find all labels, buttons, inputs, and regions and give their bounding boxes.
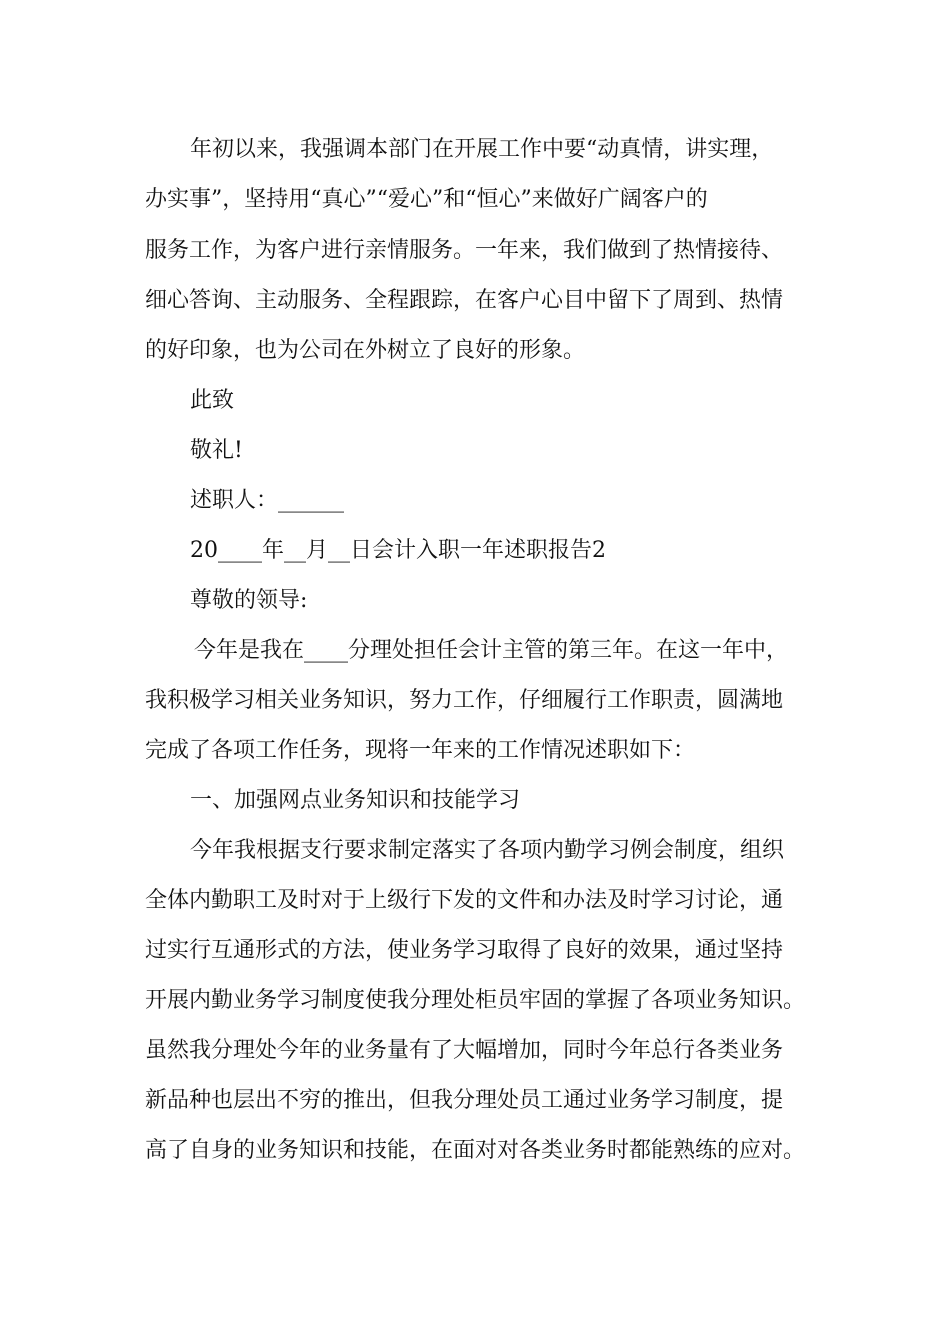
paragraph-2-line-1: 今年是我在____分理处担任会计主管的第三年。在这一年中， [194,638,789,663]
paragraph-1-line-2: 办实事”，坚持用“真心”“爱心”和“恒心”来做好广阔客户的 [145,187,708,212]
section-heading-1: 一、加强网点业务知识和技能学习 [190,788,521,813]
paragraph-1-line-3: 服务工作，为客户进行亲情服务。一年来，我们做到了热情接待、 [145,238,784,263]
paragraph-3-line-1: 今年我根据支行要求制定落实了各项内勤学习例会制度，组织 [190,838,785,863]
paragraph-2-line-2: 我积极学习相关业务知识，努力工作，仔细履行工作职责，圆满地 [145,688,784,713]
closing-salutation: 此致 [190,388,235,413]
paragraph-2-line-3: 完成了各项工作任务，现将一年来的工作情况述职如下： [145,738,696,763]
paragraph-3-line-4: 开展内勤业务学习制度使我分理处柜员牢固的掌握了各项业务知识。 [145,988,806,1013]
paragraph-3-line-2: 全体内勤职工及时对于上级行下发的文件和办法及时学习讨论，通 [145,888,784,913]
greeting: 尊敬的领导: [190,588,308,613]
paragraph-3-line-5: 虽然我分理处今年的业务量有了大幅增加，同时今年总行各类业务 [145,1038,784,1063]
paragraph-1-line-5: 的好印象，也为公司在外树立了良好的形象。 [145,338,586,363]
reporter-signature-line: 述职人：______ [190,488,345,513]
paragraph-1-line-1: 年初以来，我强调本部门在开展工作中要“动真情，讲实理， [190,137,774,162]
paragraph-3-line-7: 高了自身的业务知识和技能，在面对对各类业务时都能熟练的应对。 [145,1138,806,1163]
paragraph-1-line-4: 细心答询、主动服务、全程跟踪，在客户心目中留下了周到、热情 [145,288,784,313]
date-and-report-title: 20____年__月__日会计入职一年述职报告2 [190,538,606,563]
paragraph-3-line-6: 新品种也层出不穷的推出，但我分理处员工通过业务学习制度，提 [145,1088,784,1113]
closing-regards: 敬礼! [190,438,243,463]
paragraph-3-line-3: 过实行互通形式的方法，使业务学习取得了良好的效果，通过坚持 [145,938,784,963]
